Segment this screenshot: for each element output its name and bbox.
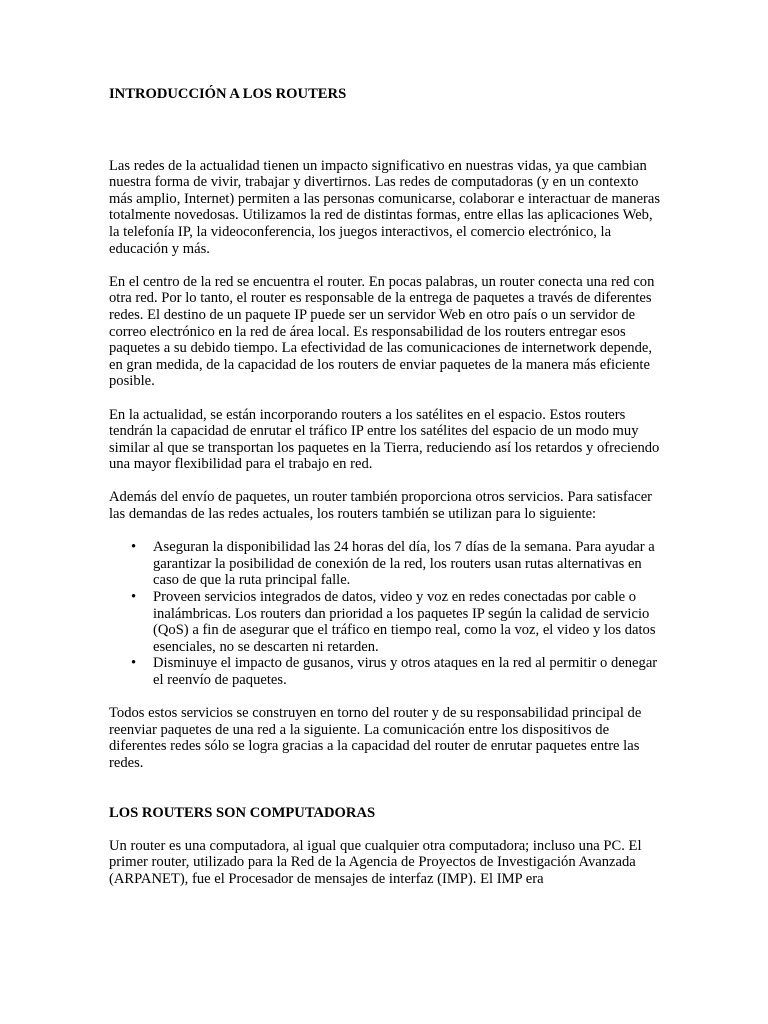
section-heading-computers: LOS ROUTERS SON COMPUTADORAS (109, 804, 376, 821)
document-page (109, 86, 661, 904)
paragraph: Las redes de la actualidad tienen un impacto significativo en nuestras vidas, ya que cambian nuestra forma de vivir, trabajar y divertirnos. Las redes de computadoras (y en un contexto más amplio, Internet) permiten a las personas comunicarse, colaborar e interactuar de maneras totalmente novedosas. Utilizamos la red de distintas formas, entre ellas las aplicaciones Web, la telefonía IP, la videoconferencia, los juegos interactivos, el comercio electrónico, la educación y más. (109, 157, 661, 257)
bullet-icon: • (131, 539, 137, 556)
list-item-text: Disminuye el impacto de gusanos, virus y otros ataques en la red al permitir o denegar el reenvío de paquetes. (153, 655, 658, 688)
list-item-text: Proveen servicios integrados de datos, video y voz en redes conectadas por cable o inalámbricas. Los routers dan prioridad a los paquetes IP según la calidad de servicio (QoS) a fin de asegurar que el tráfico en tiempo real, como la voz, el video y los datos esenciales, no se descarten ni retarden. (153, 589, 656, 655)
list-item (131, 589, 661, 655)
list-item (131, 539, 661, 589)
paragraph: Todos estos servicios se construyen en torno del router y de su responsabilidad principal de reenviar paquetes de una red a la siguiente. La comunicación entre los dispositivos de diferentes redes sólo se logra gracias a la capacidad del router de enrutar paquetes entre las redes. (109, 705, 642, 771)
paragraph: En el centro de la red se encuentra el router. En pocas palabras, un router conecta una red con otra red. Por lo tanto, el router es responsable de la entrega de paquetes a través de diferentes redes. El destino de un paquete IP puede ser un servidor Web en otro país o un servidor de correo electrónico en la red de área local. Es responsabilidad de los routers entregar esos paquetes a su debido tiempo. La efectividad de las comunicaciones de internetwork depende, en gran medida, de la capacidad de los routers de enviar paquetes de la manera más eficiente posible. (109, 273, 655, 390)
paragraph: Un router es una computadora, al igual que cualquier otra computadora; incluso una PC. El primer router, utilizado para la Red de la Agencia de Proyectos de Investigación Avanzada (ARPANET), fue el Procesador de mensajes de interfaz (IMP). El IMP era (109, 837, 642, 887)
bullet-icon: • (131, 655, 137, 672)
services-list (109, 539, 661, 688)
paragraph: Además del envío de paquetes, un router también proporciona otros servicios. Para satisfacer las demandas de las redes actuales, los routers también se utilizan para lo siguiente: (109, 489, 653, 523)
section-heading-intro: INTRODUCCIÓN A LOS ROUTERS (109, 86, 347, 102)
list-item (131, 655, 661, 688)
paragraph: En la actualidad, se están incorporando routers a los satélites en el espacio. Estos routers tendrán la capacidad de enrutar el tráfico IP entre los satélites del espacio de un modo muy similar al que se transportan los paquetes en la Tierra, reduciendo así los retardos y ofreciendo una mayor flexibilidad para el trabajo en red. (109, 406, 660, 473)
bullet-icon: • (131, 589, 137, 606)
list-item-text: Aseguran la disponibilidad las 24 horas del día, los 7 días de la semana. Para ayudar a garantizar la posibilidad de conexión de la red, los routers usan rutas alternativas en caso de que la ruta principal falle. (153, 539, 655, 589)
